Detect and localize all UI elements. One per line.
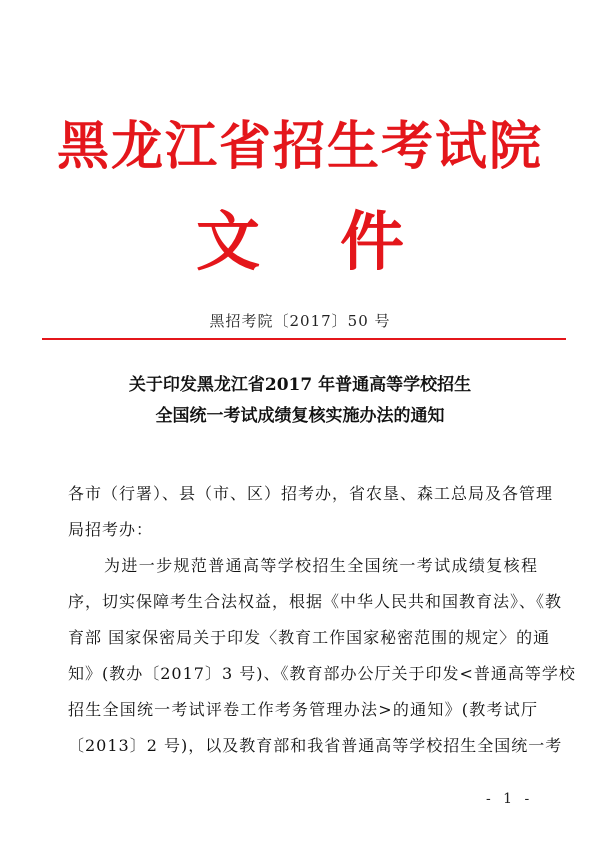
paragraph-line: 〔2013〕2 号)，以及教育部和我省普通高等学校招生全国统一考	[68, 736, 563, 755]
notice-title-line: 关于印发黑龙江省2017 年普通高等学校招生	[128, 375, 472, 395]
paragraph-line: 为进一步规范普通高等学校招生全国统一考试成绩复核程	[104, 556, 538, 575]
document-body	[68, 476, 576, 764]
paragraph-line: 招生全国统一考试评卷工作考务管理办法>的通知》(教考试厅	[68, 700, 538, 719]
paragraph-line: 知》(教办〔2017〕3 号)、《教育部办公厅关于印发<普通高等学校	[68, 664, 576, 683]
document-header-word: 文件	[196, 205, 484, 280]
document-number: 黑招考院〔2017〕50 号	[209, 312, 391, 330]
red-divider-line	[42, 338, 566, 340]
notice-title-line: 全国统一考试成绩复核实施办法的通知	[155, 406, 445, 426]
issuing-organization-title: 黑龙江省招生考试院	[56, 116, 543, 177]
notice-title	[0, 370, 600, 432]
page-number: - 1 -	[486, 791, 534, 807]
addressee-line: 局招考办：	[68, 520, 154, 539]
addressee-line: 各市（行署）、县（市、区）招考办，省农垦、森工总局及各管理	[68, 484, 554, 503]
paragraph-line: 序，切实保障考生合法权益，根据《中华人民共和国教育法》、《教	[68, 592, 563, 611]
paragraph-line: 育部 国家保密局关于印发〈教育工作国家秘密范围的规定〉的通	[68, 628, 551, 647]
